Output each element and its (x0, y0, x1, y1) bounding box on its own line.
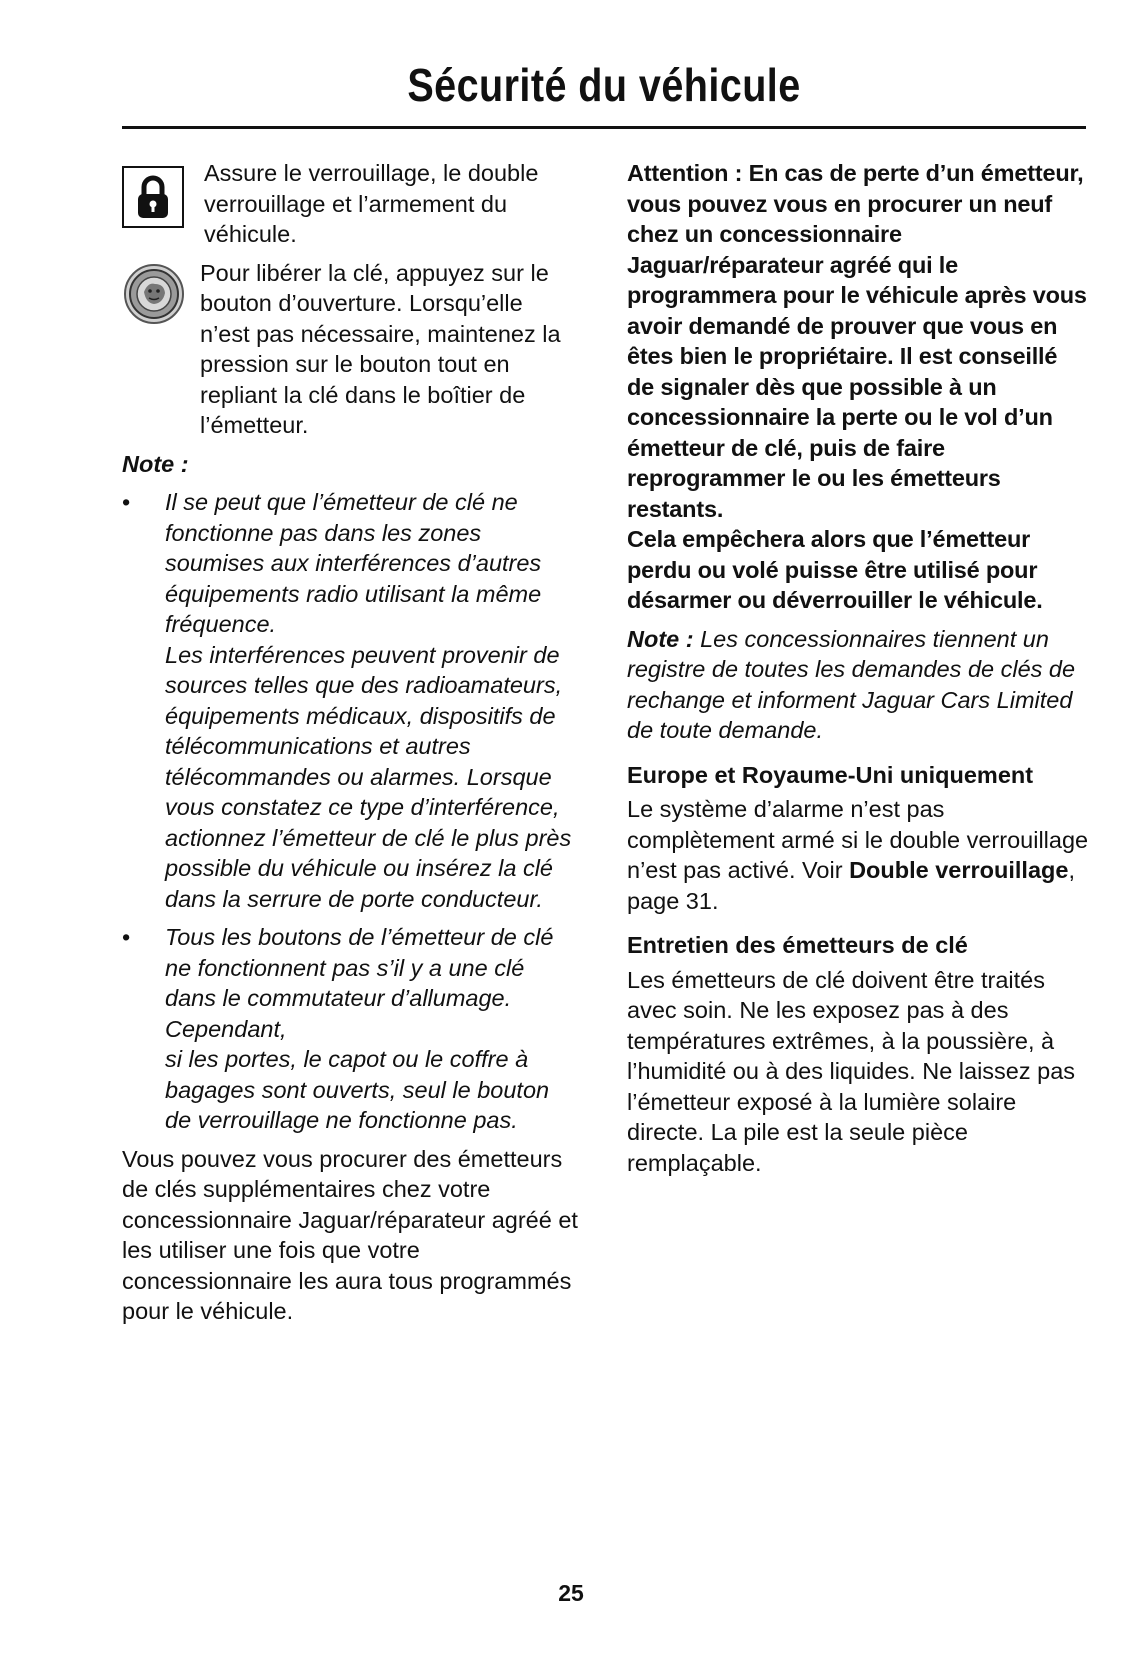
page-number: 25 (558, 1580, 584, 1606)
note-list (122, 487, 578, 1136)
right-column (627, 158, 1089, 1178)
warning-paragraph2: Cela empêchera alors que l’émetteur perdu ou volé puisse être utilisé pour désarmer ou déverrouiller le véhicule. (627, 526, 1043, 613)
dealer-note (627, 624, 1089, 746)
care-paragraph: Les émetteurs de clé doivent être traités avec soin. Ne les exposez pas à des températures extrêmes, à la poussière, à l’humidité ou à des liquides. Ne laissez pas l’émetteur exposé à la lumière solaire directe. La pile est la seule pièce remplaçable. (627, 966, 1076, 1176)
bullet-icon: • (122, 924, 131, 950)
bullet-icon: • (122, 489, 131, 515)
double-locking-link[interactable]: Double verrouillage (849, 857, 1069, 883)
release-description: Pour libérer la clé, appuyez sur le bouton d’ouverture. Lorsqu’elle n’est pas nécessaire, maintenez la pression sur le bouton tout en repliant la clé dans le boîtier de l’émetteur. (200, 259, 561, 438)
list-item (122, 487, 578, 914)
lock-icon (122, 166, 184, 228)
europe-paragraph (627, 794, 1089, 916)
lock-row (122, 158, 578, 250)
note1-paragraph1: Il se peut que l’émetteur de clé ne fonctionne pas dans les zones soumises aux interférences d’autres équipements radio utilisant la même fréquence. (165, 489, 542, 637)
left-column (122, 158, 578, 1327)
list-item (122, 922, 578, 1136)
note2-paragraph1: Tous les boutons de l’émetteur de clé ne fonctionnent pas s’il y a une clé dans le commutateur d’allumage. Cependant, (165, 924, 554, 1042)
warning-paragraph1: Attention : En cas de perte d’un émetteur, vous pouvez vous en procurer un neuf chez un concessionnaire Jaguar/réparateur agréé qui le programmera pour le véhicule après vous avoir demandé de prouver que vous en êtes bien le propriétaire. Il est conseillé de signaler dès que possible à un concessionnaire la perte ou le vol d’un émetteur de clé, puis de faire reprogrammer le ou les émetteurs restants. (627, 160, 1087, 522)
note-label: Note : (627, 625, 694, 652)
note1-paragraph2: Les interférences peuvent provenir de sources telles que des radioamateurs, équipements médicaux, dispositifs de télécommunications et autres télécommandes ou alarmes. Lorsque vous constatez ce type d’interférence, actionnez l’émetteur de clé le plus près possible du véhicule ou insérez la clé dans la serrure de porte conducteur. (165, 641, 572, 912)
note2-paragraph2: si les portes, le capot ou le coffre à bagages sont ouverts, seul le bouton de verrouillage ne fonctionne pas. (165, 1046, 550, 1133)
europe-page-ref: , page 31. (627, 857, 1075, 914)
page-title: Sécurité du véhicule (407, 59, 801, 111)
release-row (122, 258, 578, 441)
dealer-note-text: Les concessionnaires tiennent un registre de toutes les demandes de clés de rechange et informent Jaguar Cars Limited de toute demande. (627, 625, 1076, 743)
europe-heading: Europe et Royaume-Uni uniquement (627, 761, 1034, 788)
note-label: Note : (122, 450, 189, 477)
title-rule (122, 126, 1086, 129)
europe-text: Le système d’alarme n’est pas complètement armé si le double verrouillage n’est pas activé. Voir (627, 796, 1089, 883)
jaguar-button-icon (122, 262, 186, 326)
closing-paragraph: Vous pouvez vous procurer des émetteurs de clés supplémentaires chez votre concessionnaire Jaguar/réparateur agréé et les utiliser une fois que votre concessionnaire les aura tous programmés pour le véhicule. (122, 1145, 578, 1324)
lock-description: Assure le verrouillage, le double verrouillage et l’armement du véhicule. (204, 160, 539, 247)
care-heading: Entretien des émetteurs de clé (627, 932, 968, 958)
